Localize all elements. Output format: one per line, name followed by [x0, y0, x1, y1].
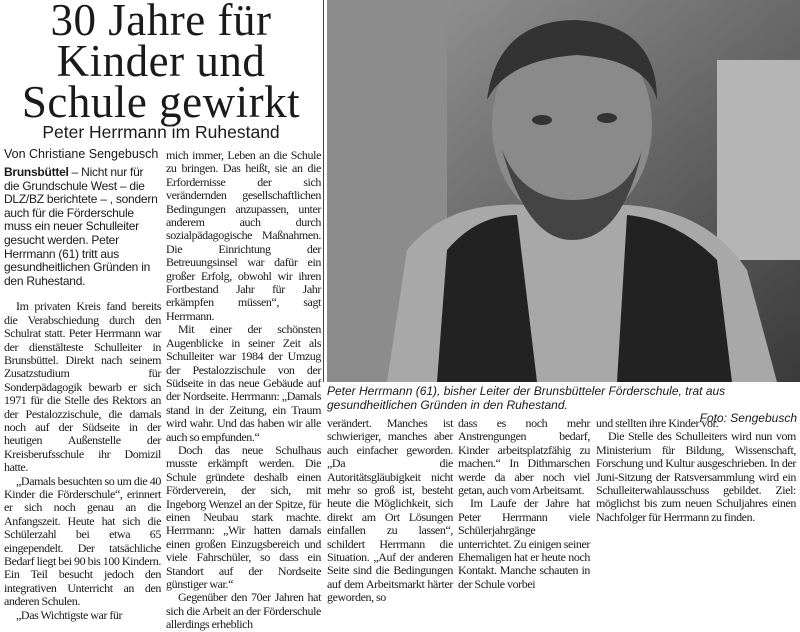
paragraph: verändert. Manches ist schwieriger, manches aber auch einfacher geworden. „Da die Autoritätsgläubigkeit nicht mehr so groß ist, besteht heute die Möglichkeit, sich direkt am Ort Lösungen einfallen zu lassen“, schildert Herrmann die Situation. „Auf der anderen Seite sind die Bedingungen auf dem Arbeitsmarkt härter geworden, so [327, 416, 453, 605]
caption-text: Peter Herrmann (61), bisher Leiter der Brunsbütteler Förderschule, trat aus gesundheitlichen Gründen in den Ruhestand. [327, 384, 726, 412]
column-divider [323, 0, 324, 382]
subheadline: Peter Herrmann im Ruhestand [42, 122, 280, 142]
portrait-photo [327, 0, 800, 382]
photo-caption [327, 385, 797, 426]
left-column-flow [4, 166, 161, 622]
paragraph: „Das Wichtigste war für [16, 607, 123, 622]
byline: Von Christiane Sengebusch [4, 147, 159, 161]
paragraph: dass es noch mehr Anstrengungen bedarf, Kinder arbeitsplatzfähig zu machen.“ In Dithmarschen werde da aber noch viel getan, auch vom Arbeitsamt. [458, 416, 590, 498]
article-column-1 [4, 300, 161, 622]
paragraph: Die Stelle des Schulleiters wird nun vom Ministerium für Bildung, Wissenschaft, Forschung und Kultur ausgeschrieben. In der Juni-Sitzung der Ratsversammlung wird ein Schulleiterwahlausschuss gebildet. Ziel: möglichst bis zum neuen Schuljahres einen Nachfolger für Herrmann zu finden. [596, 429, 796, 524]
headline-line: 30 Jahre für [50, 0, 272, 45]
lead-text: – Nicht nur für die Grundschule West – die DLZ/BZ berichtete – , sondern auch für die Förderschule muss ein neuer Schulleiter gesucht werden. Peter Herrmann (61) tritt aus gesundheitlichen Gründen in den Ruhestand. [4, 165, 158, 288]
dateline: Brunsbüttel [4, 165, 69, 179]
headline-line: Schule gewirkt [21, 77, 301, 127]
portrait-image [327, 0, 800, 382]
article-column-2 [166, 149, 321, 632]
article-column-5 [596, 417, 796, 524]
paragraph: Gegenüber den 70er Jahren hat sich die Arbeit an der Förderschule allerdings erheblich [166, 590, 321, 632]
article-column-3 [327, 417, 453, 605]
paragraph: Im privaten Kreis fand bereits die Verabschiedung durch den Schulrat statt. Peter Herrmann war der dienstälteste Schulleiter in Brunsbüttel. Direkt nach seinem Zusatzstudium für Sonderpädagogik bewarb er sich 1971 für die Stelle des Rektors an der Pestalozzischule, die damals noch auf der Südseite in der heutigen Außenstelle der Kreisberufsschule ihr Domizil hatte. [4, 299, 161, 475]
paragraph: Doch das neue Schulhaus musste erkämpft werden. Die Schule gründete deshalb einen Förderverein, der sich, mit Ingeborg Wenzel an der Spitze, für einen Neubau stark machte. Herrmann: „Wir hatten damals einen großen Einzugsbereich und viele Fahrschüler, so dass ein Standort auf der Nordseite günstiger war.“ [166, 442, 321, 591]
article-column-4 [458, 417, 590, 591]
paragraph: Im Laufe der Jahre hat Peter Herrmann viele Schülerjahrgänge unterrichtet. Zu einigen seiner Ehemaligen hat er heute noch Kontakt. Manche schauten in der Schule vorbei [458, 496, 590, 591]
photo-credit: Foto: Sengebusch [699, 411, 797, 425]
paragraph: Mit einer der schönsten Augenblicke in seiner Zeit als Schulleiter war 1984 der Umzug der Pestalozzischule von der Südseite in das neue Gebäude auf der Nordseite. Herrmann: „Damals stand in der Zeitung, ein Traum wird wahr. Und das haben wir alle auch so empfunden.“ [166, 322, 321, 444]
headline-line: Kinder und [56, 36, 266, 86]
paragraph: und stellten ihre Kinder vor. [596, 416, 719, 430]
lead-paragraph [4, 166, 161, 288]
headline [0, 0, 322, 127]
paragraph: mich immer, Leben an die Schule zu bringen. Das heißt, sie an die Erfordernisse der sich verändernden gesellschaftlichen Bedingungen anzupassen, unter anderem auch durch sozialpädagogische Maßnahmen. Die Einrichtung der Betreuungsinsel war dafür ein großer Erfolg, obwohl wir ihren Fortbestand Jahr für Jahr erkämpfen müssen“, sagt Herrmann. [166, 148, 321, 323]
paragraph: „Damals besuchten so um die 40 Kinder die Förderschule“, erinnert er sich noch genau an die Anfangszeit. Heute hat sich die Schülerzahl bei etwa 65 eingependelt. Der tatsächliche Bedarf liegt bei 90 bis 100 Kindern. Ein Teil besucht jedoch den integrativen Unterricht an den anderen Schulen. [4, 473, 161, 609]
